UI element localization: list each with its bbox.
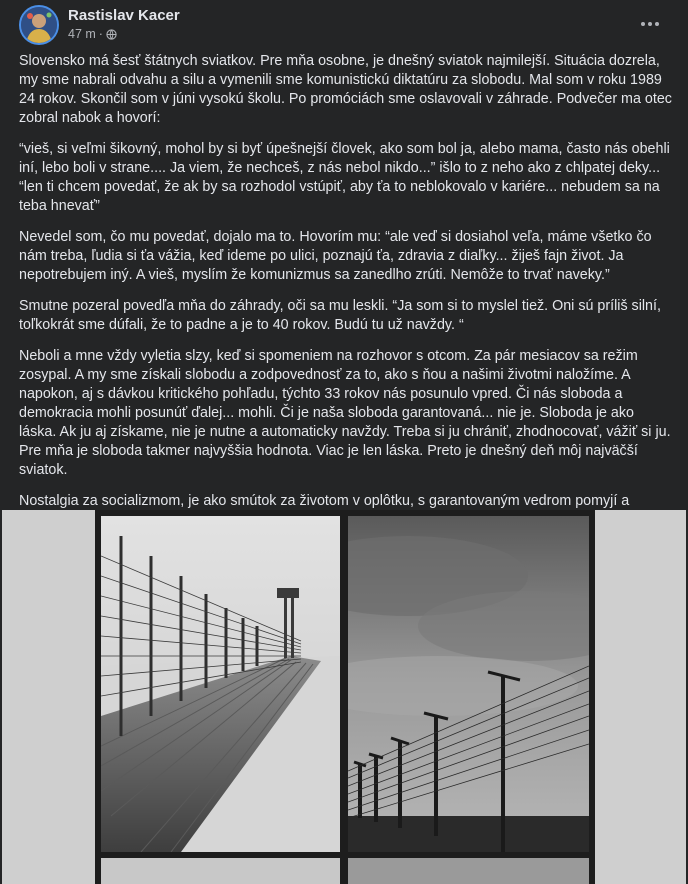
meta-separator: · (98, 27, 103, 41)
paragraph: Nevedel som, čo mu povedať, dojalo ma to. Hovorím mu: “ale veď si dosiahol veľa, máme všetko čo nám treba, ľudia si ťa vážia, keď ideme po ulici, poznajú ťa, zdravia z diaľky... žiješ fajn život. Ja nepotrebujem iný. A vieš, myslím že komunizmus sa zanedlho zrúti. Nemôže to trvať naveky.” (19, 229, 652, 283)
post-media (2, 510, 686, 884)
paragraph: Smutne pozeral povedľa mňa do záhrady, oči sa mu leskli. “Ja som si to myslel tiež. Oni sú príliš silní, toľkokrát sme dúfali, že to padne a je to 40 rokov. Budú tu už navždy. “ (19, 298, 661, 333)
paragraph: Slovensko má šesť štátnych sviatkov. Pre mňa osobne, je dnešný sviatok najmilejší. Situácia dozrela, my sme nabrali odvahu a silu a vymenili sme komunistickú diktatúru za slobodu. Mal som v roku 1989 24 rokov. Skončil som v júni vysokú školu. Po promóciách sme oslavovali v záhrade. Podvečer ma otec zobral nabok a hovorí: (19, 53, 672, 126)
post-time[interactable]: 47 m (68, 27, 96, 41)
photo-grid (95, 510, 595, 884)
globe-icon[interactable] (106, 29, 117, 40)
photo-border-fence-road[interactable] (101, 516, 340, 852)
post-header (0, 0, 688, 50)
paragraph: “vieš, si veľmi šikovný, mohol by si byť úpešnejší človek, ako som bol ja, alebo mama, často nás obehli iní, lebo boli v strane.... Ja viem, že nechceš, z nás nebol nikdo...” išlo to z neho ako z chlpatej deky... “len ti chcem povedať, že ak by sa rozhodol vstúpiť, aby ťa to neblokovalo v kariére... nebudem sa na teba hnevať” (19, 141, 670, 214)
more-options-icon[interactable] (638, 12, 662, 36)
photo-fence-posts-sky[interactable] (348, 516, 589, 852)
post-meta (68, 27, 117, 41)
avatar[interactable] (19, 5, 59, 45)
photo-thumbnail-4[interactable] (348, 858, 589, 884)
post-text (19, 52, 674, 561)
author-name[interactable]: Rastislav Kacer (68, 7, 180, 24)
avatar-image (21, 7, 57, 43)
paragraph: Neboli a mne vždy vyletia slzy, keď si spomeniem na rozhovor s otcom. Za pár mesiacov sa režim zosypal. A my sme získali slobodu a zodpovednosť za to, ako s ňou a našimi životmi naložíme. A napokon, aj s dávkou kritického pohľadu, týchto 33 rokov nás posunulo vpred. Či nás sloboda a demokracia mohli posunúť ďalej... mohli. Či je naša sloboda garantovaná... nie je. Sloboda je ako láska. Ak ju aj získame, nie je nutne a automaticky navždy. Treba si ju chrániť, zhodnocovať, vážiť si ju. Pre mňa je sloboda takmer najvyššia hodnota. Viac je len láska. Preto je dnešný deň môj najväčší sviatok. (19, 348, 671, 478)
paragraph: Nostalgia za socializmom, je ako smútok za životom v oplôtku, s garantovaným vedrom pomyjí a (19, 493, 630, 509)
photo-thumbnail-3[interactable] (101, 858, 340, 884)
